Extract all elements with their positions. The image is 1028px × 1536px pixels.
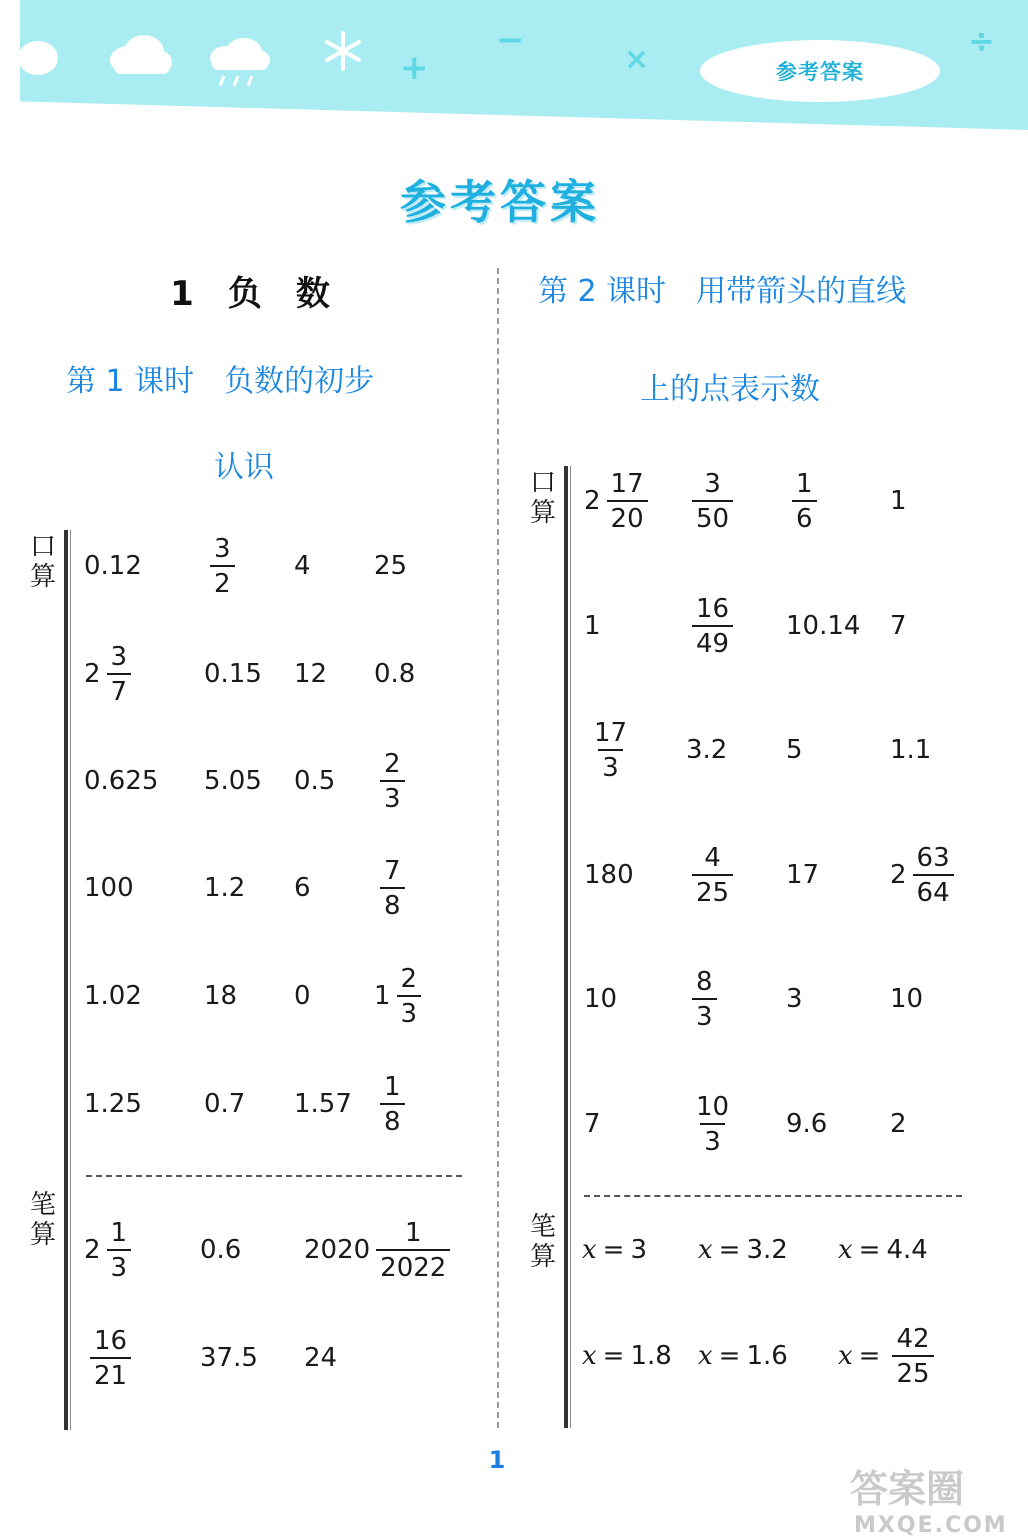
times-sign: × [624,42,650,77]
fraction-denominator: 25 [892,1355,933,1387]
answer-value [890,835,954,915]
answer-value [584,959,617,1039]
lesson-title-line2: 认识 [214,450,274,485]
answer-value [786,1084,827,1164]
snowflake-icon [322,30,364,72]
answer-value [204,741,262,821]
answer-value [786,959,803,1039]
answer-value [200,1318,258,1398]
answer-value [786,461,817,541]
fraction-numerator: 4 [704,842,721,873]
answer-value [890,1084,907,1164]
answer-value [890,710,931,790]
fraction-denominator: 21 [90,1357,131,1389]
answer-text: 6 [294,873,311,903]
lesson-title-line1: 第 1 课时 负数的初步 [66,364,375,399]
fraction [692,1091,733,1157]
answer-value [584,586,601,666]
fraction-denominator: 3 [692,998,717,1030]
answer-value [294,956,311,1036]
answer-value [84,634,131,714]
answer-text: 4 [294,551,311,581]
fraction [607,468,648,534]
fraction-denominator: 49 [692,625,733,657]
variable-x: x [582,1341,597,1371]
answer-value [84,848,134,928]
variable-x: x [698,1341,713,1371]
lesson-title-line1: 第 2 课时 用带箭头的直线 [538,274,907,309]
answer-value [686,710,727,790]
answer-value [374,848,405,928]
fraction [692,842,733,908]
answer-value [374,741,405,821]
answer-value [686,1084,733,1164]
answer-value [84,1318,131,1398]
fraction [692,966,717,1032]
answer-text: 0.7 [204,1089,246,1119]
section-label-bisuan: 笔算 [529,1212,556,1272]
fraction-numerator: 1 [110,1217,128,1248]
answer-value [84,526,142,606]
minus-sign: − [496,20,525,60]
equals-sign: = [602,1341,625,1371]
section-label-kousuan: 口算 [29,532,56,592]
answer-text: 24 [304,1343,338,1373]
answer-value [698,1210,788,1290]
answer-value [890,959,923,1039]
fraction-denominator: 50 [692,500,733,532]
banner-label: 参考答案 [700,40,940,102]
answer-value [304,1318,337,1398]
fraction [397,963,422,1029]
answer-text: 10 [584,984,618,1014]
answer-text: 180 [584,860,634,890]
fraction [380,855,405,921]
answer-text: 1.1 [890,735,932,765]
fraction-denominator: 3 [107,1249,132,1281]
fraction [376,1217,450,1283]
fraction [892,1323,933,1389]
rule-line [70,530,71,1430]
fraction-numerator: 7 [384,855,401,886]
answer-value [204,634,262,714]
answer-value [374,956,421,1036]
answer-value [204,1064,245,1144]
watermark-title: 答案圈 [850,1467,965,1511]
rule-line [64,530,68,1430]
answer-value [890,461,907,541]
fraction-numerator: 3 [704,468,721,499]
fraction [913,842,954,908]
answer-value [294,1064,352,1144]
answer-value [374,634,415,714]
fraction-numerator: 3 [110,641,128,672]
answer-value [838,1210,928,1290]
answer-text: 0.15 [204,659,262,689]
equals-sign: = [718,1235,741,1265]
fraction-numerator: 42 [896,1323,930,1354]
equals-sign: = [602,1235,625,1265]
answer-value [686,835,733,915]
answer-text: 1.2 [204,873,246,903]
fraction [107,641,132,707]
answer-value [786,835,819,915]
answer-text: 1.57 [294,1089,352,1119]
variable-x: x [582,1235,597,1265]
answer-value [890,586,907,666]
answer-text: 0 [294,981,311,1011]
section-separator [584,1195,962,1197]
variable-x: x [838,1235,853,1265]
fraction-numerator: 17 [610,468,644,499]
fraction-denominator: 3 [397,995,422,1027]
answer-text: 0.8 [374,659,416,689]
fraction [692,593,733,659]
answer-value [686,461,733,541]
equation-value: 1.8 [630,1341,672,1371]
answer-value [84,1064,142,1144]
fraction-denominator: 3 [700,1123,725,1155]
answer-text: 2 [890,1109,907,1139]
answer-value [686,586,733,666]
answer-text: 1 [890,486,907,516]
answer-value [584,835,634,915]
equals-sign: = [858,1341,881,1371]
chapter-title: 1 负 数 [170,274,330,314]
fraction [692,468,733,534]
fraction-numerator: 63 [916,842,950,873]
answer-text: 3.2 [686,735,728,765]
answer-value [294,526,311,606]
answer-value [84,1210,131,1290]
answer-text: 7 [584,1109,601,1139]
answer-value [294,741,335,821]
answer-text: 0.625 [84,766,159,796]
variable-x: x [698,1235,713,1265]
answer-value [838,1316,934,1396]
answer-text: 100 [84,873,134,903]
watermark-logo [846,1462,1028,1536]
answer-text: 12 [294,659,328,689]
fraction [792,468,817,534]
section-label-bisuan: 笔算 [29,1190,56,1250]
answer-value [584,461,648,541]
answer-value [786,710,803,790]
fraction-numerator: 16 [696,593,730,624]
rain-cloud-icon [206,34,274,90]
answer-text: 25 [374,551,408,581]
answer-value [204,956,237,1036]
equals-sign: = [858,1235,881,1265]
fraction-numerator: 3 [214,533,231,564]
plus-sign: + [400,48,429,88]
answer-value [584,1084,601,1164]
answer-text: 17 [786,860,820,890]
fraction-numerator: 1 [384,1071,401,1102]
answer-value [686,959,717,1039]
variable-x: x [838,1341,853,1371]
fraction-denominator: 25 [692,874,733,906]
whole-part: 2020 [304,1235,371,1265]
answer-value [374,526,407,606]
equation-value: 1.6 [746,1341,788,1371]
fraction-denominator: 3 [380,780,405,812]
watermark-url: MXQE.COM [854,1513,1008,1536]
whole-part: 1 [374,981,391,1011]
answer-value [582,1316,672,1396]
answer-value [374,1064,405,1144]
rule-line [564,466,568,1428]
fraction-denominator: 8 [380,1103,405,1135]
answer-value [304,1210,450,1290]
fraction-denominator: 8 [380,887,405,919]
answer-text: 3 [786,984,803,1014]
answer-text: 0.12 [84,551,142,581]
equation-value: 4.4 [886,1235,928,1265]
lesson-title-line2: 上的点表示数 [640,372,820,407]
answer-value [698,1316,788,1396]
fraction-numerator: 1 [796,468,813,499]
fraction [90,1325,131,1391]
answer-value [786,586,860,666]
section-label-kousuan: 口算 [529,468,556,528]
answer-text: 0.5 [294,766,336,796]
fraction [590,717,631,783]
fraction-denominator: 6 [792,500,817,532]
fraction-numerator: 1 [404,1217,422,1248]
answer-value [582,1210,647,1290]
fraction-denominator: 3 [598,749,623,781]
fraction-numerator: 16 [94,1325,128,1356]
answer-text: 1.02 [84,981,142,1011]
fraction-denominator: 2022 [376,1249,450,1281]
fraction [380,1071,405,1137]
answer-text: 10.14 [786,611,861,641]
divide-sign: ÷ [968,22,995,60]
fraction-denominator: 2 [210,565,235,597]
fraction-numerator: 10 [696,1091,730,1122]
fraction-numerator: 17 [594,717,628,748]
answer-value [204,526,235,606]
fraction-numerator: 2 [384,748,401,779]
whole-part: 2 [84,1235,101,1265]
fraction [380,748,405,814]
fraction-denominator: 64 [913,874,954,906]
answer-text: 7 [890,611,907,641]
answer-text: 9.6 [786,1109,828,1139]
equation-value: 3 [630,1235,648,1265]
answer-text: 10 [890,984,924,1014]
page-number: 1 [488,1446,506,1474]
cloud-icon [104,30,174,80]
fraction-numerator: 2 [400,963,418,994]
page-title: 参考答案 [400,175,600,229]
whole-part: 2 [84,659,101,689]
answer-value [294,848,311,928]
answer-value [84,741,158,821]
answer-value [294,634,327,714]
rule-line [570,466,571,1428]
fraction-denominator: 20 [607,500,648,532]
answer-text: 18 [204,981,238,1011]
answer-text: 5.05 [204,766,262,796]
equals-sign: = [718,1341,741,1371]
answer-value [204,848,245,928]
whole-part: 2 [890,860,907,890]
whole-part: 2 [584,486,601,516]
answer-value [84,956,142,1036]
answer-text: 5 [786,735,803,765]
answer-text: 1 [584,611,601,641]
section-separator [86,1175,462,1177]
fraction-denominator: 7 [107,673,132,705]
answer-text: 0.6 [200,1235,242,1265]
answer-value [584,710,631,790]
answer-text: 1.25 [84,1089,142,1119]
answer-text: 37.5 [200,1343,258,1373]
fraction [210,533,235,599]
column-divider [497,268,499,1428]
fraction [107,1217,132,1283]
answer-value [200,1210,241,1290]
equation-value: 3.2 [746,1235,788,1265]
cloud-icon [20,36,60,80]
fraction-numerator: 8 [696,966,713,997]
